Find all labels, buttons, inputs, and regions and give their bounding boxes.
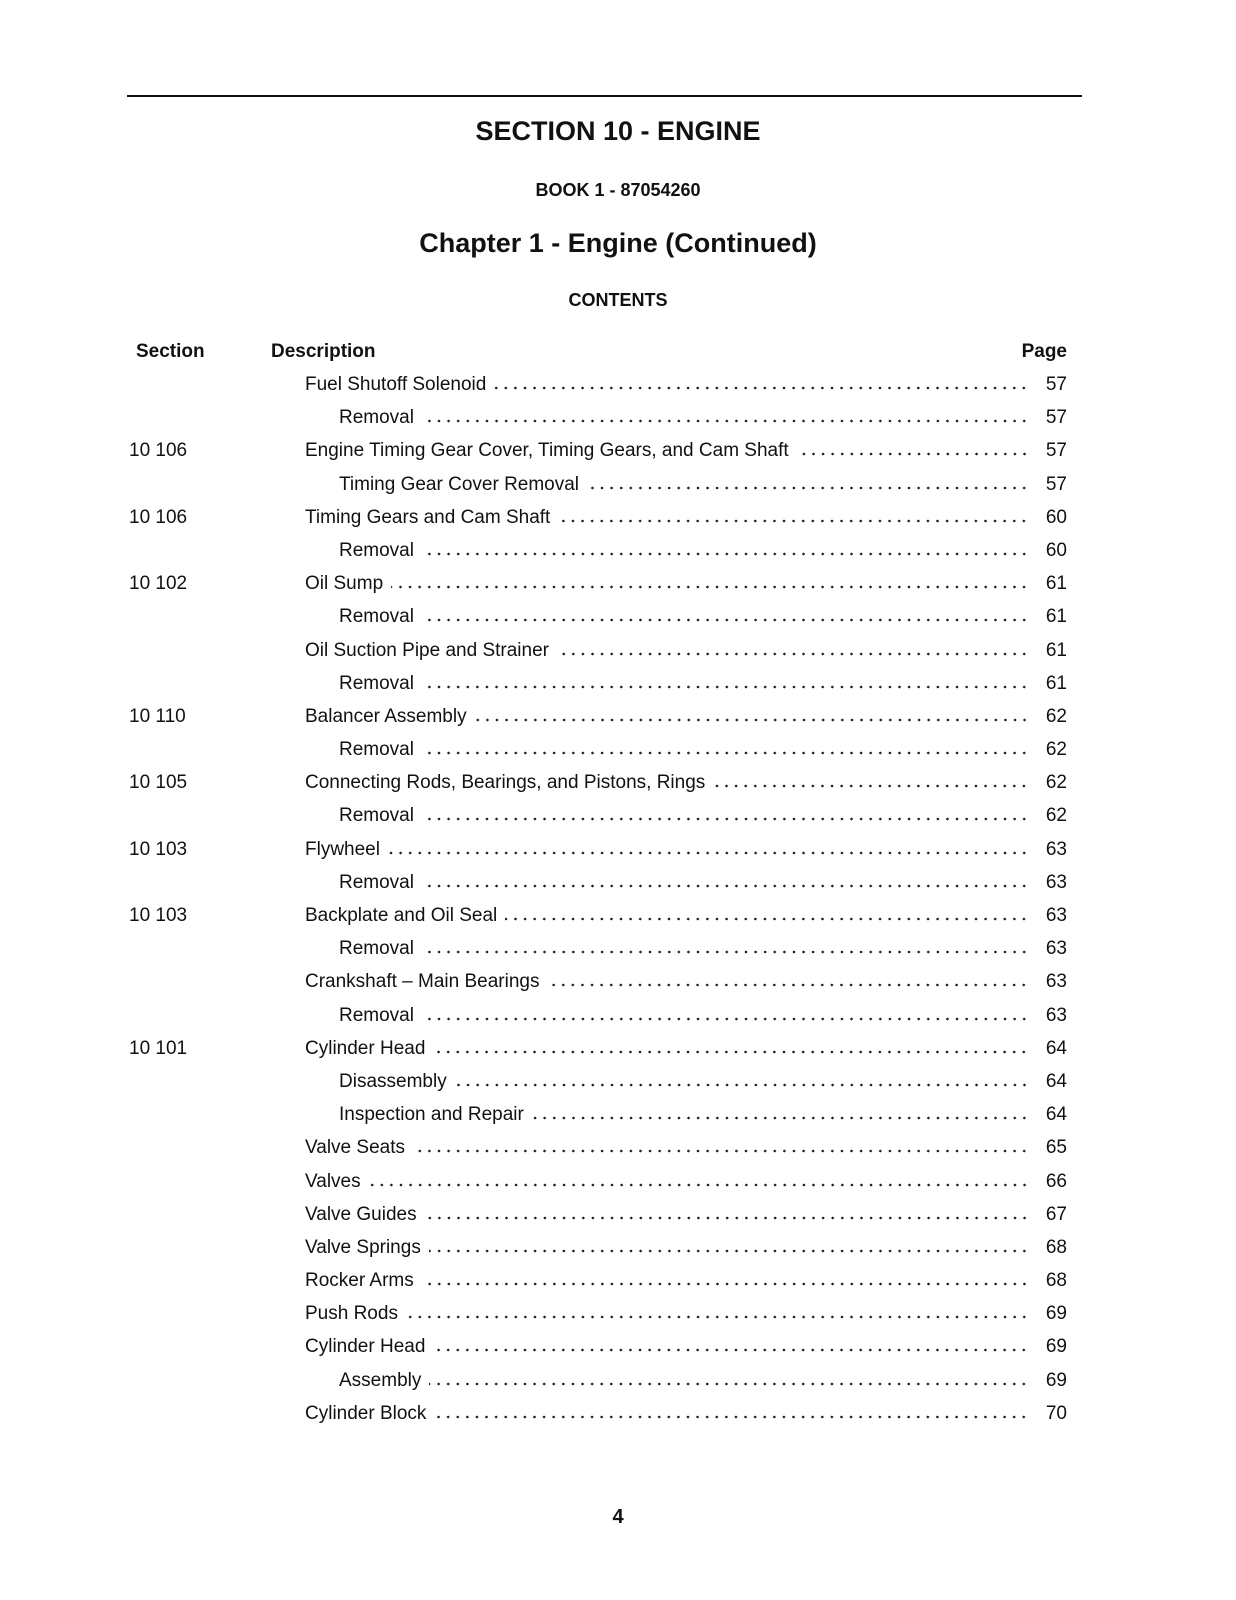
toc-line [305,772,1067,794]
toc-section-code: 10 110 [129,705,186,727]
toc-section-code: 10 106 [129,506,188,528]
toc-line [305,640,1067,662]
dot-leader [797,452,1029,456]
toc-description: Cylinder Head [305,1336,426,1358]
toc-line [305,706,1067,728]
toc-description: Valve Seats [305,1137,405,1159]
toc-description: Oil Sump [305,573,384,595]
dot-leader [475,718,1029,722]
chapter-title: Chapter 1 - Engine (Continued) [419,228,817,258]
toc-section-code: 10 102 [129,573,188,595]
toc-entry [0,999,1236,1032]
toc-entry [0,1098,1236,1131]
top-rule [127,95,1082,97]
toc-page-number: 62 [1045,772,1067,794]
toc-description: Removal [339,407,414,429]
toc-entry [0,600,1236,633]
toc-entry [0,1165,1236,1198]
toc-section-code: 10 103 [129,905,188,926]
toc-entry [0,932,1236,965]
dot-leader [425,1216,1029,1220]
toc-section-code: 10 101 [129,1037,188,1059]
dot-leader [406,1315,1029,1319]
toc-page-number: 67 [1045,1203,1067,1225]
toc-line [339,1071,1067,1093]
dot-leader [422,884,1029,888]
toc-description: Valves [305,1170,361,1192]
toc-line [339,872,1067,894]
toc-line [339,474,1067,496]
toc-entry [0,700,1236,733]
dot-leader [391,585,1029,589]
toc-line [305,1171,1067,1193]
toc-entry [0,1231,1236,1264]
toc-entry [0,501,1236,534]
toc-entry [0,468,1236,501]
toc-line [305,1270,1067,1292]
dot-leader [422,419,1029,423]
toc-description: Disassembly [339,1070,447,1092]
toc-page-number: 61 [1045,672,1067,694]
toc-description: Timing Gear Cover Removal [339,473,580,495]
dot-leader [388,851,1029,855]
dot-leader [532,1116,1029,1120]
column-header-page: Page [1021,341,1067,362]
toc-page-number: 66 [1045,1170,1067,1192]
toc-section-code: 10 105 [129,772,188,794]
toc-line [339,1104,1067,1126]
toc-page-number: 60 [1045,539,1067,561]
dot-leader [422,950,1029,954]
toc-page-number: 69 [1045,1303,1067,1325]
toc-line [305,1303,1067,1325]
toc-page-number: 63 [1045,871,1067,893]
toc-entry [0,1330,1236,1363]
dot-leader [422,552,1029,556]
toc-line [339,805,1067,827]
toc-entry [0,833,1236,866]
dot-leader [422,685,1029,689]
toc-entry [0,1198,1236,1231]
toc-line [339,606,1067,628]
toc-entry [0,1065,1236,1098]
toc-line [305,839,1067,861]
toc-page-number: 69 [1045,1369,1067,1391]
toc-description: Valve Guides [305,1203,417,1225]
toc-description: Cylinder Block [305,1402,427,1424]
toc-entry [0,866,1236,899]
dot-leader [587,486,1029,490]
toc-line [305,1403,1067,1425]
toc-page-number: 61 [1045,639,1067,661]
toc-page-number: 65 [1045,1137,1067,1159]
dot-leader [433,1348,1029,1352]
dot-leader [429,1382,1029,1386]
toc-description: Oil Suction Pipe and Strainer [305,639,549,661]
toc-page-number: 62 [1045,705,1067,727]
toc-page-number: 57 [1045,374,1067,395]
toc-page-number: 57 [1045,440,1067,462]
toc-page-number: 62 [1045,805,1067,827]
toc-entry [0,1364,1236,1397]
toc-entry [0,799,1236,832]
toc-line [305,507,1067,529]
toc-line [305,1204,1067,1226]
toc-description: Removal [339,1004,414,1026]
toc-page-number: 64 [1045,1037,1067,1059]
section-title: SECTION 10 - ENGINE [475,116,761,146]
toc-page-number: 61 [1045,573,1067,595]
dot-leader [433,1050,1029,1054]
toc-section-code: 10 106 [129,440,188,462]
toc-line [305,374,1067,396]
toc-page-number: 63 [1045,838,1067,860]
book-title: BOOK 1 - 87054260 [535,180,701,200]
toc-section-code: 10 103 [129,838,188,860]
toc-page-number: 57 [1045,473,1067,495]
toc-page-number: 60 [1045,506,1067,528]
column-header-section: Section [136,341,205,362]
toc-line [339,540,1067,562]
toc-entry [0,634,1236,667]
toc-line [339,1370,1067,1392]
toc-description: Removal [339,606,414,628]
toc-entry [0,1032,1236,1065]
dot-leader [422,817,1029,821]
toc-line [305,1237,1067,1259]
toc-entry [0,766,1236,799]
toc-description: Timing Gears and Cam Shaft [305,506,551,528]
toc-entry [0,1264,1236,1297]
toc-description: Connecting Rods, Bearings, and Pistons, Rings [305,772,706,794]
dot-leader [558,519,1029,523]
toc-page-number: 63 [1045,971,1067,993]
dot-leader [422,618,1029,622]
toc-entry [0,667,1236,700]
toc-page-number: 64 [1045,1104,1067,1126]
toc-description: Assembly [339,1369,422,1391]
toc-page-number: 57 [1045,407,1067,429]
toc-description: Push Rods [305,1303,398,1325]
toc-line [305,971,1067,993]
toc-description: Rocker Arms [305,1270,414,1292]
dot-leader [494,386,1029,390]
toc-description: Removal [339,739,414,761]
toc-entry [0,401,1236,434]
toc-line [339,407,1067,429]
toc-line [305,440,1067,462]
toc-entry [0,434,1236,467]
toc-description: Removal [339,672,414,694]
toc-description: Flywheel [305,838,380,860]
page-number: 4 [612,1506,624,1528]
toc-line [339,1005,1067,1027]
toc-page-number: 61 [1045,606,1067,628]
toc-line [305,905,1067,927]
toc-entry [0,534,1236,567]
toc-entry [0,567,1236,600]
dot-leader [547,983,1029,987]
toc-entry [0,965,1236,998]
toc-description: Inspection and Repair [339,1104,524,1126]
toc-description: Valve Springs [305,1236,421,1258]
toc-line [305,573,1067,595]
table-of-contents [0,368,1236,1430]
contents-heading: CONTENTS [568,290,668,310]
toc-description: Backplate and Oil Seal [305,905,498,926]
dot-leader [422,1282,1029,1286]
toc-description: Removal [339,938,414,960]
dot-leader [713,784,1029,788]
toc-description: Removal [339,871,414,893]
toc-page-number: 64 [1045,1070,1067,1092]
toc-description: Fuel Shutoff Solenoid [305,374,487,395]
toc-description: Crankshaft – Main Bearings [305,971,540,993]
toc-description: Engine Timing Gear Cover, Timing Gears, and Cam Shaft [305,440,789,462]
toc-description: Removal [339,539,414,561]
toc-entry [0,899,1236,932]
dot-leader [557,652,1029,656]
dot-leader [455,1083,1029,1087]
toc-page-number: 62 [1045,739,1067,761]
toc-description: Balancer Assembly [305,705,467,727]
toc-entry [0,368,1236,401]
dot-leader [434,1415,1029,1419]
toc-line [305,1038,1067,1060]
toc-page-number: 63 [1045,905,1067,926]
toc-line [339,673,1067,695]
toc-line [339,739,1067,761]
dot-leader [422,751,1029,755]
toc-page-number: 68 [1045,1236,1067,1258]
toc-page-number: 63 [1045,938,1067,960]
toc-entry [0,1397,1236,1430]
toc-page-number: 63 [1045,1004,1067,1026]
toc-page-number: 70 [1045,1402,1067,1424]
toc-line [305,1336,1067,1358]
toc-line [305,1137,1067,1159]
dot-leader [505,917,1029,921]
dot-leader [413,1149,1029,1153]
toc-line [339,938,1067,960]
dot-leader [429,1249,1029,1253]
dot-leader [369,1183,1029,1187]
toc-page-number: 69 [1045,1336,1067,1358]
toc-entry [0,733,1236,766]
toc-description: Removal [339,805,414,827]
toc-entry [0,1297,1236,1330]
column-header-description: Description [271,341,376,362]
toc-entry [0,1131,1236,1164]
toc-page-number: 68 [1045,1270,1067,1292]
dot-leader [422,1017,1029,1021]
toc-description: Cylinder Head [305,1037,426,1059]
